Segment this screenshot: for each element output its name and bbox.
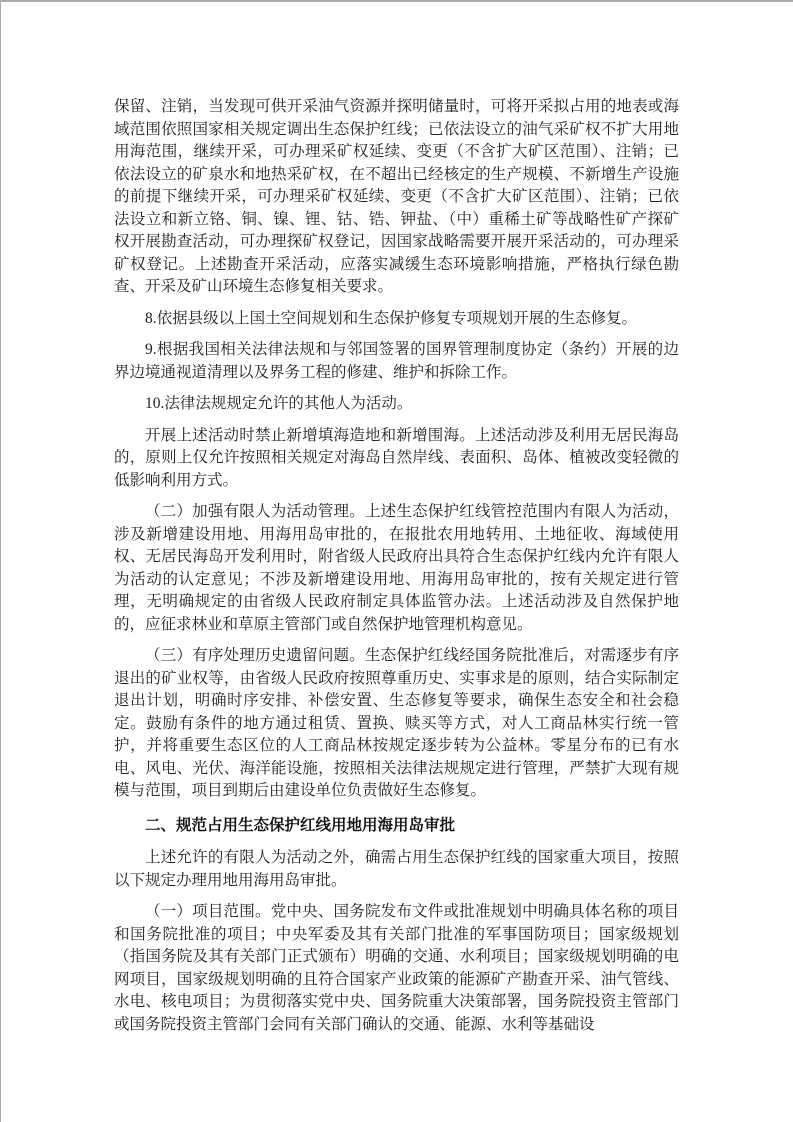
body-paragraph-island-use: 开展上述活动时禁止新增填海造地和新增围海。上述活动涉及利用无居民海岛的，原则上仅允许按照相关规定对海岛自然岸线、表面积、岛体、植被改变轻微的低影响利用方式。: [114, 426, 679, 489]
list-item-10: 10.法律法规规定允许的其他人为活动。: [145, 395, 413, 412]
list-item-9: 9.根据我国相关法律法规和与邻国签署的国界管理制度协定（条约）开展的边界边境通视道清理以及界务工程的修建、维护和拆除工作。: [114, 341, 679, 381]
body-paragraph-project-scope: （一）项目范围。党中央、国务院发布文件或批准规划中明确具体名称的项目和国务院批准的项目；中央军委及其有关部门批准的军事国防项目；国家级规划（指国务院及其有关部门正式颁布）明确的交通、水利项目；国家级规划明确的电网项目，国家级规划明确的且符合国家产业政策的能源矿产勘查开采、油气管线、水电、核电项目；为贯彻落实党中央、国务院重大决策部署，国务院投资主管部门或国务院投资主管部门会同有关部门确认的交通、能源、水利等基础设: [114, 903, 679, 1033]
list-item-8: 8.依据县级以上国土空间规划和生态保护修复专项规划开展的生态修复。: [145, 309, 638, 327]
body-paragraph-legacy-issues: （三）有序处理历史遗留问题。生态保护红线经国务院批准后，对需逐步有序退出的矿业权等，由省级人民政府按照尊重历史、实事求是的原则，结合实际制定退出计划，明确时序安排、补偿安置、生态修复等要求，确保生态安全和社会稳定。鼓励有条件的地方通过租赁、置换、赎买等方式，对人工商品林实行统一管护，并将重要生态区位的人工商品林按规定逐步转为公益林。零星分布的已有水电、风电、光伏、海洋能设施，按照相关法律法规规定进行管理，严禁扩大现有规模与范围，项目到期后由建设单位负责做好生态修复。: [114, 647, 679, 799]
section-heading-approval: 二、规范占用生态保护红线用地用海用岛审批: [145, 816, 456, 834]
page-top-edge: [0, 0, 793, 2]
body-paragraph-continuation: 保留、注销，当发现可供开采油气资源并探明储量时，可将开采拟占用的地表或海域范围依照国家相关规定调出生态保护红线；已依法设立的油气采矿权不扩大用地用海范围，继续开采，可办理采矿权延续、变更（不含扩大矿区范围）、注销；已依法设立的矿泉水和地热采矿权，在不超出已经核定的生产规模、不新增生产设施的前提下继续开采，可办理采矿权延续、变更（不含扩大矿区范围）、注销；已依法设立和新立铬、铜、镍、锂、钴、锆、钾盐、（中）重稀土矿等战略性矿产探矿权开展勘查活动，可办理探矿权登记，因国家战略需要开展开采活动的，可办理采矿权登记。上述勘查开采活动，应落实减缓生态环境影响措施，严格执行绿色勘查、开采及矿山环境生态修复相关要求。: [114, 98, 679, 295]
page-left-edge: [0, 0, 1, 1122]
body-paragraph-limited-activities: （二）加强有限人为活动管理。上述生态保护红线管控范围内有限人为活动，涉及新增建设用地、用海用岛审批的，在报批农用地转用、土地征收、海域使用权、无居民海岛开发利用时，附省级人民政府出具符合生态保护红线内允许有限人为活动的认定意见；不涉及新增建设用地、用海用岛审批的，按有关规定进行管理，无明确规定的由省级人民政府制定具体监管办法。上述活动涉及自然保护地的，应征求林业和草原主管部门或自然保护地管理机构意见。: [114, 503, 679, 633]
body-paragraph-section2-intro: 上述允许的有限人为活动之外，确需占用生态保护红线的国家重大项目，按照以下规定办理用地用海用岛审批。: [114, 849, 679, 889]
document-content: [114, 96, 679, 1045]
